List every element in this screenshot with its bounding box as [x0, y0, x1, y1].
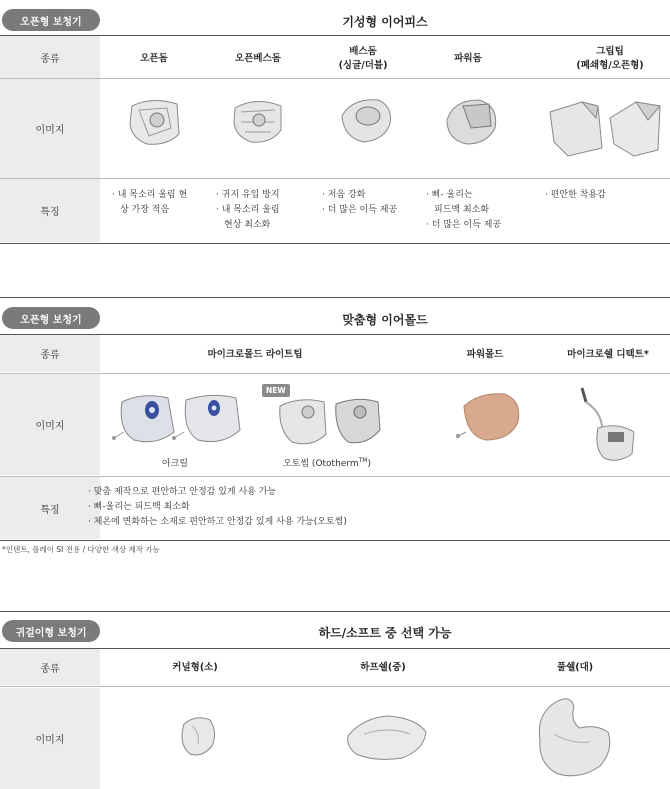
row-label-features: 특징: [0, 179, 100, 242]
section1-tag: 오픈형 보청기: [2, 9, 100, 31]
acrylic-mold-image: [112, 392, 248, 450]
ototherm-mold-image: [276, 394, 384, 450]
column-bass-dome: 배스돔 (싱글/더블): [338, 46, 388, 71]
caption-ototherm: 오토썸 (Ototherm™): [282, 457, 371, 469]
divider: [0, 35, 670, 36]
divider: [0, 648, 670, 649]
column-power-dome: 파워돔: [454, 53, 482, 64]
section1-title: 기성형 이어피스: [342, 15, 428, 29]
section3-title: 하드/소프트 중 선택 가능: [318, 626, 452, 640]
open-bass-dome-image: [231, 98, 286, 146]
row-label-type: 종류: [0, 36, 100, 78]
divider: [0, 178, 670, 179]
grip-tip-image: [548, 98, 664, 158]
power-dome-image: [443, 98, 501, 146]
canal-mold-image: [178, 714, 218, 758]
divider: [0, 611, 670, 612]
divider: [0, 334, 670, 335]
features-bass-dome: · 저음 강화 · 더 많은 이득 제공: [322, 188, 422, 218]
column-open-bass-dome: 오픈베스돔: [235, 53, 281, 64]
divider: [0, 297, 670, 298]
footnote: *인텐트, 플레이 SI 전용 / 다양한 색상 제작 가능: [2, 545, 160, 554]
section2-tag: 오픈형 보청기: [2, 307, 100, 329]
column-grip-tip: 그립팁 (폐쇄형/오픈형): [576, 46, 644, 71]
features-power-dome: · 삐- 울리는 피드백 최소화 · 더 많은 이득 제공: [426, 188, 526, 233]
divider: [0, 243, 670, 244]
column-microshell-detect: 마이크로쉘 디텍트*: [567, 349, 649, 360]
divider: [0, 78, 670, 79]
bass-dome-image: [338, 98, 393, 144]
column-half-shell: 하프쉘(중): [360, 662, 406, 673]
row-label-image: 이미지: [0, 374, 100, 475]
features-open-dome: · 내 목소리 울림 현 상 가장 적음: [112, 188, 204, 218]
row-label-image: 이미지: [0, 79, 100, 178]
column-power-mold: 파워몰드: [466, 349, 504, 360]
column-micromold-lite-tip: 마이크로몰드 라이트팁: [207, 349, 303, 360]
divider: [0, 373, 670, 374]
row-label-type: 종류: [0, 649, 100, 685]
open-dome-image: [127, 98, 182, 148]
row-label-type: 종류: [0, 335, 100, 372]
section2-title: 맞춤형 이어몰드: [342, 313, 428, 327]
column-canal: 커널형(소): [172, 662, 218, 673]
divider: [0, 476, 670, 477]
divider: [0, 686, 670, 687]
features-grip-tip: · 편안한 착용감: [545, 188, 665, 203]
caption-acrylic: 아크릴: [161, 459, 189, 469]
half-shell-mold-image: [344, 714, 430, 762]
new-badge: NEW: [262, 384, 290, 397]
section3-tag: 귀걸이형 보청기: [2, 620, 100, 642]
row-label-image: 이미지: [0, 688, 100, 789]
full-shell-mold-image: [530, 694, 614, 780]
features-open-bass-dome: · 귀지 유입 방지 · 내 목소리 울림 현상 최소화: [216, 188, 316, 233]
features-custom-mold: · 맞춤 제작으로 편안하고 안정감 있게 사용 가능 · 삐-울리는 피드백 최소화 · 체온에 변화하는 소재로 편안하고 안정감 있게 사용 가능(오토썸): [88, 485, 648, 530]
divider: [0, 540, 670, 541]
column-full-shell: 풀쉘(대): [556, 662, 594, 673]
column-open-dome: 오픈돔: [140, 53, 168, 64]
power-mold-image: [456, 392, 526, 444]
row-label-features: 특징: [0, 477, 100, 539]
microshell-detect-image: [574, 384, 644, 464]
